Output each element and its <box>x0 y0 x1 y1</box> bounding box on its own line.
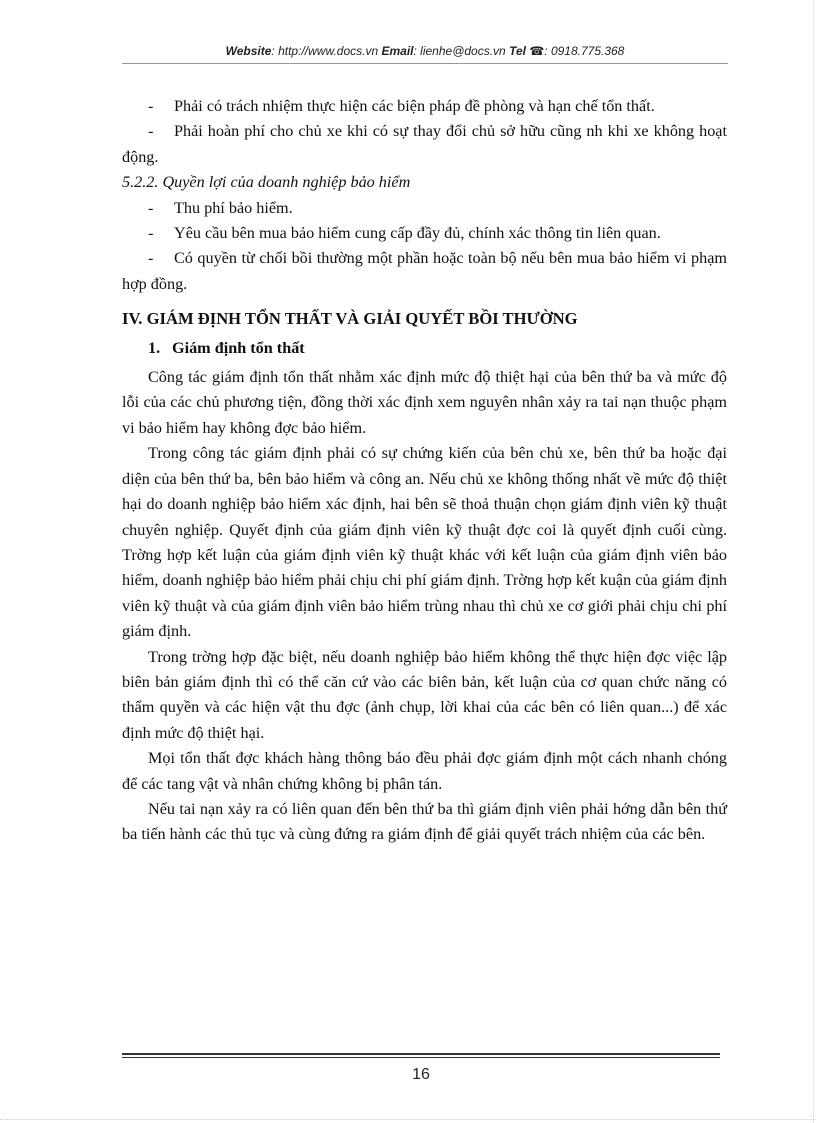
bullet-item <box>122 221 727 246</box>
bullet-item <box>122 246 727 297</box>
email-label: Email <box>381 44 414 58</box>
footer-divider-thin <box>122 1057 720 1058</box>
paragraph: Trong trờng hợp đặc biệt, nếu doanh nghiệp bảo hiểm không thể thực hiện đợc việc lập biên bản giám định thì có thể căn cứ vào các biên bản, kết luận của cơ quan chức năng có thẩm quyền và các hiện vật thu đợc (ảnh chụp, lời khai của các bên có liên quan...) để xác định mức độ thiệt hại. <box>122 647 727 742</box>
bullet-item <box>122 196 727 221</box>
sub-heading-title: Giám định tổn thất <box>172 338 305 357</box>
bullet-dash: - <box>148 198 154 217</box>
tel-value: : 0918.775.368 <box>544 44 625 58</box>
bullet-item <box>122 119 727 170</box>
paragraph: Công tác giám định tổn thất nhằm xác định mức độ thiệt hại của bên thứ ba và mức độ lỗi của các chủ phương tiện, đồng thời xác định xem nguyên nhân xảy ra tai nạn thuộc phạm vi bảo hiểm hay không đợc bảo hiểm. <box>122 368 727 437</box>
bullet-dash: - <box>148 122 154 141</box>
bullet-dash: - <box>148 249 154 268</box>
website-label: Website <box>225 44 272 58</box>
paragraph: Nếu tai nạn xảy ra có liên quan đến bên thứ ba thì giám định viên phải hớng dẫn bên thứ ba tiến hành các thủ tục và cùng đứng ra giám định để giải quyết trách nhiệm của các bên. <box>122 799 727 844</box>
document-body <box>122 94 727 848</box>
page-edge-bottom <box>0 1119 816 1120</box>
phone-icon: ☎ <box>529 44 545 58</box>
bullet-item <box>122 94 727 119</box>
website-value: : http://www.docs.vn <box>271 44 379 58</box>
paragraph: Trong công tác giám định phải có sự chứng kiến của bên chủ xe, bên thứ ba hoặc đại diện của bên thứ ba, bên bảo hiểm và công an. Nếu chủ xe không thống nhất về mức độ thiệt hại do doanh nghiệp bảo hiểm xác định, hai bên sẽ thoả thuận chọn giám định viên kỹ thuật chuyên nghiệp. Quyết định của giám định viên kỹ thuật đợc coi là quyết định cuối cùng. Trờng hợp kết luận của giám định viên kỹ thuật khác với kết luận của giám định viên bảo hiểm, doanh nghiệp bảo hiểm phải chịu chi phí giám định. Trờng hợp kết kuận của giám định viên kỹ thuật và của giám định viên bảo hiểm trùng nhau thì chủ xe cơ giới phải chịu chi phí giám định. <box>122 444 727 641</box>
subsection-title: 5.2.2. Quyền lợi của doanh nghiệp bảo hiểm <box>122 173 411 192</box>
sub-heading <box>122 336 727 361</box>
bullet-text: Yêu cầu bên mua bảo hiểm cung cấp đầy đủ, chính xác thông tin liên quan. <box>174 224 661 243</box>
bullet-text: Phải có trách nhiệm thực hiện các biện pháp đề phòng và hạn chế tổn thất. <box>174 97 655 115</box>
bullet-dash: - <box>148 224 154 243</box>
email-value: : lienhe@docs.vn <box>413 44 506 58</box>
page-number: 16 <box>412 1066 430 1083</box>
header-divider <box>122 63 728 64</box>
page-header <box>122 44 728 58</box>
sub-heading-number: 1. <box>148 338 161 357</box>
footer-divider-thick <box>122 1053 720 1055</box>
section-heading: IV. GIÁM ĐỊNH TỔN THẤT VÀ GIẢI QUYẾT BỒI THƯỜNG <box>122 309 578 329</box>
bullet-dash: - <box>148 97 154 115</box>
page-edge-right <box>813 0 814 1123</box>
bullet-text: Thu phí bảo hiểm. <box>174 198 293 217</box>
paragraph: Mọi tổn thất đợc khách hàng thông báo đều phải đợc giám định một cách nhanh chóng để các tang vật và nhân chứng không bị phân tán. <box>122 749 727 793</box>
tel-label: Tel <box>509 44 526 58</box>
bullet-text: Có quyền từ chối bồi thường một phần hoặc toàn bộ nếu bên mua bảo hiểm vi phạm hợp đồng. <box>122 249 727 293</box>
bullet-text: Phải hoàn phí cho chủ xe khi có sự thay đổi chủ sở hữu cũng nh khi xe không hoạt động. <box>122 122 727 166</box>
